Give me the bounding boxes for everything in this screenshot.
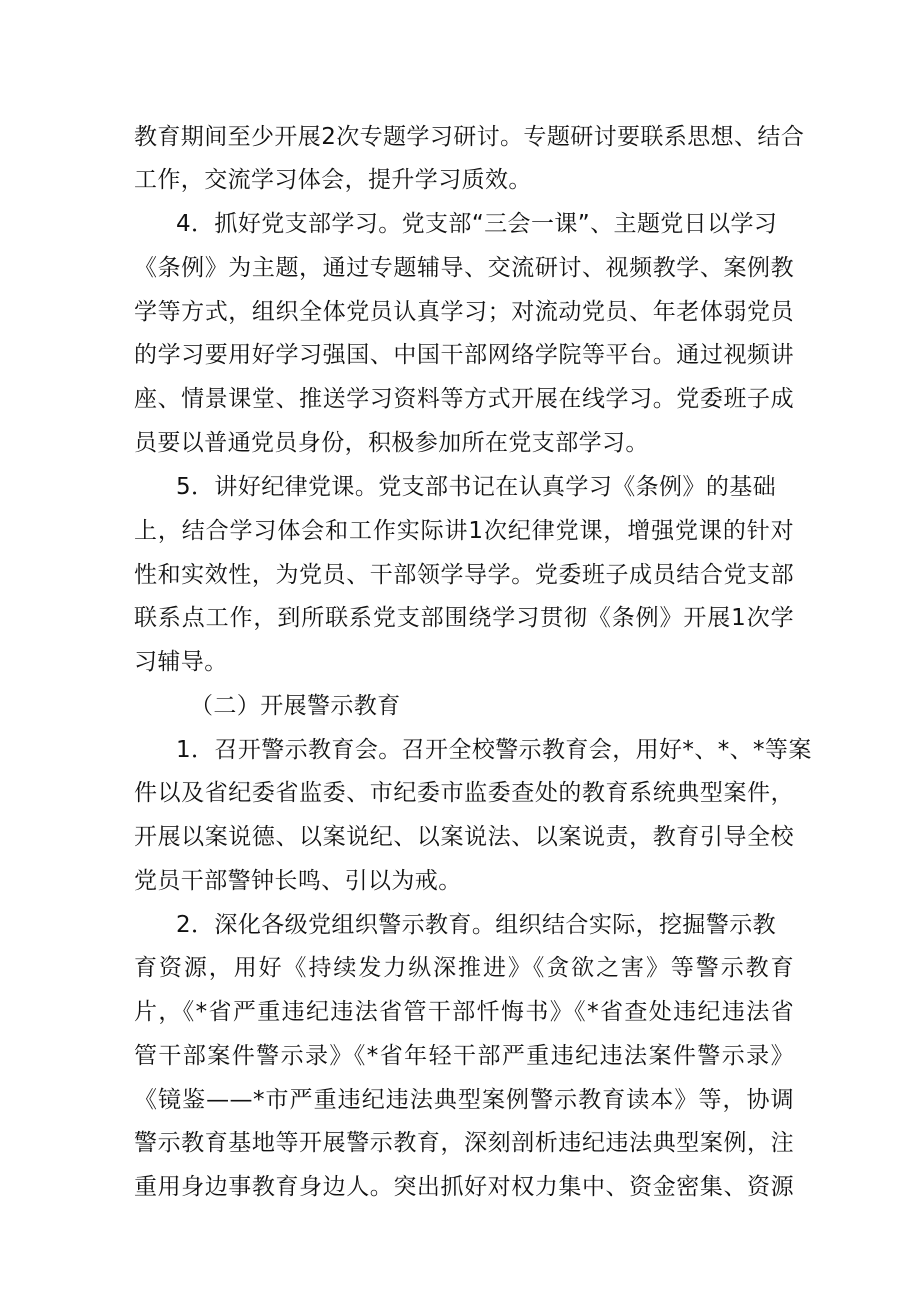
- paragraph-line: 联系点工作，到所联系党支部围绕学习贯彻《条例》开展1次学: [134, 605, 794, 631]
- paragraph-line: 《条例》为主题，通过专题辅导、交流研讨、视频教学、案例教: [134, 255, 794, 281]
- paragraph-line: 1．召开警示教育会。召开全校警示教育会，用好*、*、*等案: [176, 737, 812, 763]
- paragraph-line: 警示教育基地等开展警示教育，深刻剖析违纪违法典型案例，注: [134, 1130, 794, 1156]
- paragraph-line: 重用身边事教育身边人。突出抓好对权力集中、资金密集、资源: [134, 1174, 794, 1200]
- section-heading: （二）开展警示教育: [190, 693, 401, 719]
- paragraph-line: 5．讲好纪律党课。党支部书记在认真学习《条例》的基础: [176, 474, 777, 500]
- paragraph-line: 习辅导。: [134, 649, 228, 675]
- paragraph-line: 学等方式，组织全体党员认真学习；对流动党员、年老体弱党员: [134, 299, 794, 325]
- paragraph-line: 党员干部警钟长鸣、引以为戒。: [134, 868, 462, 894]
- paragraph-line: 性和实效性，为党员、干部领学导学。党委班子成员结合党支部: [134, 562, 794, 588]
- paragraph-line: 件以及省纪委省监委、市纪委市监委查处的教育系统典型案件，: [134, 780, 794, 806]
- paragraph-line: 的学习要用好学习强国、中国干部网络学院等平台。通过视频讲: [134, 342, 794, 368]
- paragraph-line: 开展以案说德、以案说纪、以案说法、以案说责，教育引导全校: [134, 824, 794, 850]
- paragraph-line: 教育期间至少开展2次专题学习研讨。专题研讨要联系思想、结合: [134, 124, 805, 150]
- paragraph-line: 座、情景课堂、推送学习资料等方式开展在线学习。党委班子成: [134, 386, 794, 412]
- paragraph-line: 育资源，用好《持续发力纵深推进》《贪欲之害》等警示教育: [134, 955, 794, 981]
- paragraph-line: 4．抓好党支部学习。党支部“三会一课”、主题党日以学习: [176, 211, 778, 237]
- paragraph-line: 2．深化各级党组织警示教育。组织结合实际，挖掘警示教: [176, 912, 777, 938]
- paragraph-line: 片，《*省严重违纪违法省管干部忏悔书》《*省查处违纪违法省: [134, 999, 794, 1025]
- paragraph-line: 员要以普通党员身份，积极参加所在党支部学习。: [134, 430, 649, 456]
- paragraph-line: 《镜鉴——*市严重违纪违法典型案例警示教育读本》等，协调: [134, 1087, 794, 1113]
- paragraph-line: 工作，交流学习体会，提升学习质效。: [134, 167, 532, 193]
- paragraph-line: 管干部案件警示录》《*省年轻干部严重违纪违法案件警示录》: [134, 1043, 794, 1069]
- paragraph-line: 上，结合学习体会和工作实际讲1次纪律党课，增强党课的针对: [134, 518, 794, 544]
